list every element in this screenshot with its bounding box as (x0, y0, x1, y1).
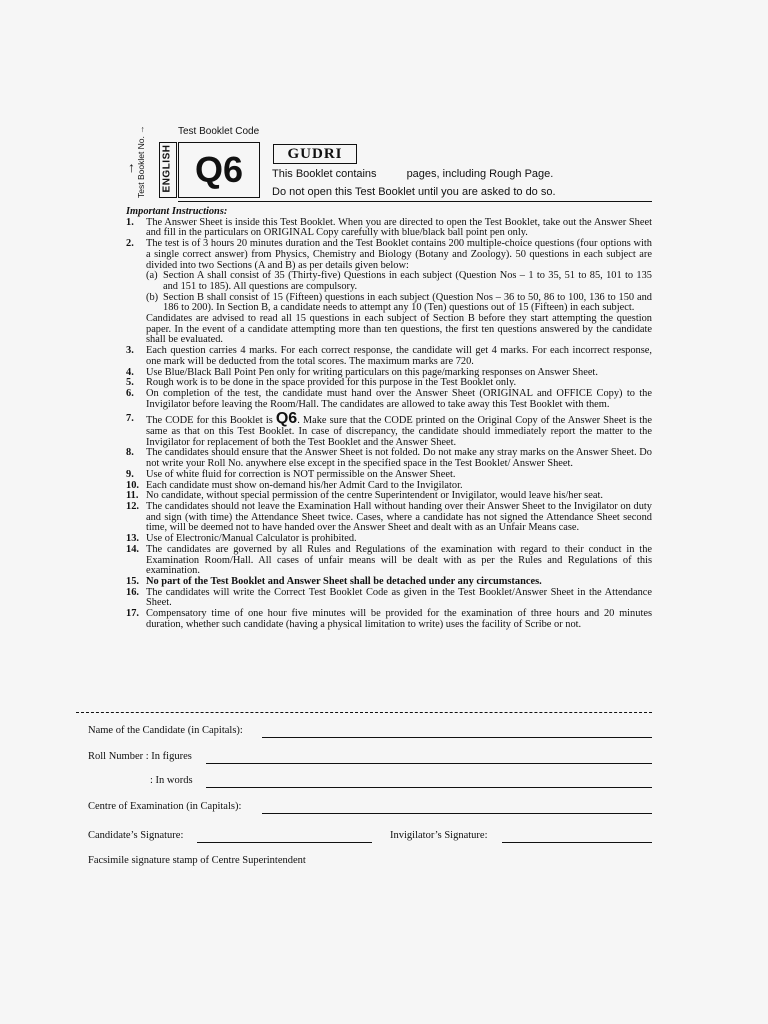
instruction-17: 17. Compensatory time of one hour five minutes will be provided for the examination of three hours and 20 minutes duration, whether such candidate (having a physical limitation to write) uses the facility of Scribe or not. (126, 608, 652, 630)
instruction-15: 15. No part of the Test Booklet and Answer Sheet shall be detached under any circumstances. (126, 575, 542, 587)
centre-label: Centre of Examination (in Capitals): (88, 801, 242, 812)
invigilator-signature-label: Invigilator’s Signature: (390, 830, 488, 841)
instruction-2c: Candidates are advised to read all 15 questions in each subject of Section B before they start attempting the question paper. In the event of a candidate attempting more than ten questions, the first ten questions answered by the candidate shall be evaluated. (146, 313, 652, 346)
candidate-signature-label: Candidate’s Signature: (88, 830, 184, 841)
instruction-2: 2. The test is of 3 hours 20 minutes duration and the Test Booklet contains 200 multiple-choice questions (four options with a single correct answer) from Physics, Chemistry and Biology (Botany and Zoology). 50 questions in each subject are divided into two Sections (A and B) as per details given below: (126, 238, 652, 271)
language-box (159, 142, 177, 198)
inline-code: Q6 (275, 410, 298, 428)
instruction-16: 16. The candidates will write the Correct Test Booklet Code as given in the Test Booklet/Answer Sheet in the Attendance Sheet. (126, 586, 652, 609)
booklet-code: Q6 (178, 142, 260, 198)
roll-words-field[interactable] (206, 787, 652, 788)
cut-line (76, 712, 652, 713)
instruction-13: 13. Use of Electronic/Manual Calculator is prohibited. (126, 533, 357, 545)
stamp-label: Facsimile signature stamp of Centre Superintendent (88, 855, 306, 866)
instruction-2a: (a) Section A shall consist of 35 (Thirty-five) Questions in each subject (Question Nos – 1 to 35, 51 to 85, 101 to 135 and 151 to 185). All questions are compulsory. (146, 270, 652, 292)
centre-field[interactable] (262, 813, 652, 814)
roll-figures-field[interactable] (206, 763, 652, 764)
arrow-up-icon: ↑ (128, 159, 135, 175)
divider (178, 201, 652, 202)
candidate-name-label: Name of the Candidate (in Capitals): (88, 725, 243, 736)
instruction-11: 11. No candidate, without special permission of the centre Superintendent or Invigilator, would leave his/her seat. (126, 490, 603, 502)
instructions-heading: Important Instructions: (126, 206, 228, 217)
instruction-5: 5. Rough work is to be done in the space provided for this purpose in the Test Booklet only. (126, 377, 517, 389)
booklet-no-label: Test Booklet No. → (136, 125, 146, 198)
instruction-2b: (b) Section B shall consist of 15 (Fifteen) questions in each subject (Question Nos – 36 to 50, 86 to 100, 136 to 150 and 186 to 200). In Section B, a candidate needs to attempt any 10 (Ten) questions out of 15 (Fifteen) in each subject. (146, 291, 652, 314)
instruction-8: 8. The candidates should ensure that the Answer Sheet is not folded. Do not make any stray marks on the Answer Sheet. Do not write your Roll No. anywhere else except in the specified space in the Test Booklet/ Answer Sheet. (126, 447, 652, 470)
instruction-4: 4. Use Blue/Black Ball Point Pen only for writing particulars on this page/marking responses on Answer Sheet. (126, 366, 598, 378)
booklet-name: GUDRI (273, 144, 357, 164)
do-not-open-notice: Do not open this Test Booklet until you are asked to do so. (272, 186, 556, 198)
booklet-code-label: Test Booklet Code (178, 126, 260, 137)
instruction-9: 9. Use of white fluid for correction is NOT permissible on the Answer Sheet. (126, 468, 456, 480)
instruction-1: 1. The Answer Sheet is inside this Test Booklet. When you are directed to open the Test Booklet, take out the Answer Sheet and fill in the particulars on ORIGINAL Copy carefully with blue/black ball point pen only. (126, 216, 652, 239)
roll-words-label: : In words (150, 775, 193, 786)
pages-info: This Booklet contains pages, including Rough Page. (272, 168, 554, 180)
instruction-7: 7. The CODE for this Booklet is Q6. Make sure that the CODE printed on the Original Copy of the Answer Sheet is the same as that on this Test Booklet. In case of discrepancy, the candidate should immediately report the matter to the Invigilator for replacement of both the Test Booklet and the Answer Sheet. (126, 410, 652, 448)
instruction-6: 6. On completion of the test, the candidate must hand over the Answer Sheet (ORIGINAL and OFFICE Copy) to the Invigilator before leaving the Room/Hall. The candidates are allowed to take away this Test Booklet with them. (126, 387, 652, 410)
candidate-signature-field[interactable] (197, 842, 372, 843)
instructions (126, 207, 652, 630)
instruction-3: 3. Each question carries 4 marks. For each correct response, the candidate will get 4 marks. For each incorrect response, one mark will be deducted from the total scores. The maximum marks are 720. (126, 345, 652, 367)
instruction-10: 10. Each candidate must show on-demand his/her Admit Card to the Invigilator. (126, 479, 463, 491)
instruction-12: 12. The candidates should not leave the Examination Hall without handing over their Answer Sheet to the Invigilator on duty and sign (with time) the Attendance Sheet twice. Cases, where a candidate has not signed the Attendance Sheet second time, will be deemed not to have handed over the Answer Sheet and dealt with as an Unfair Means case. (126, 500, 652, 534)
language-label: ENGLISH (161, 144, 173, 193)
roll-figures-label: Roll Number : In figures (88, 751, 192, 762)
invigilator-signature-field[interactable] (502, 842, 652, 843)
instruction-14: 14. The candidates are governed by all Rules and Regulations of the examination with regard to their conduct in the Examination Room/Hall. All cases of unfair means will be dealt with as per the Rules and Regulations of this examination. (126, 543, 652, 577)
candidate-name-field[interactable] (262, 737, 652, 738)
